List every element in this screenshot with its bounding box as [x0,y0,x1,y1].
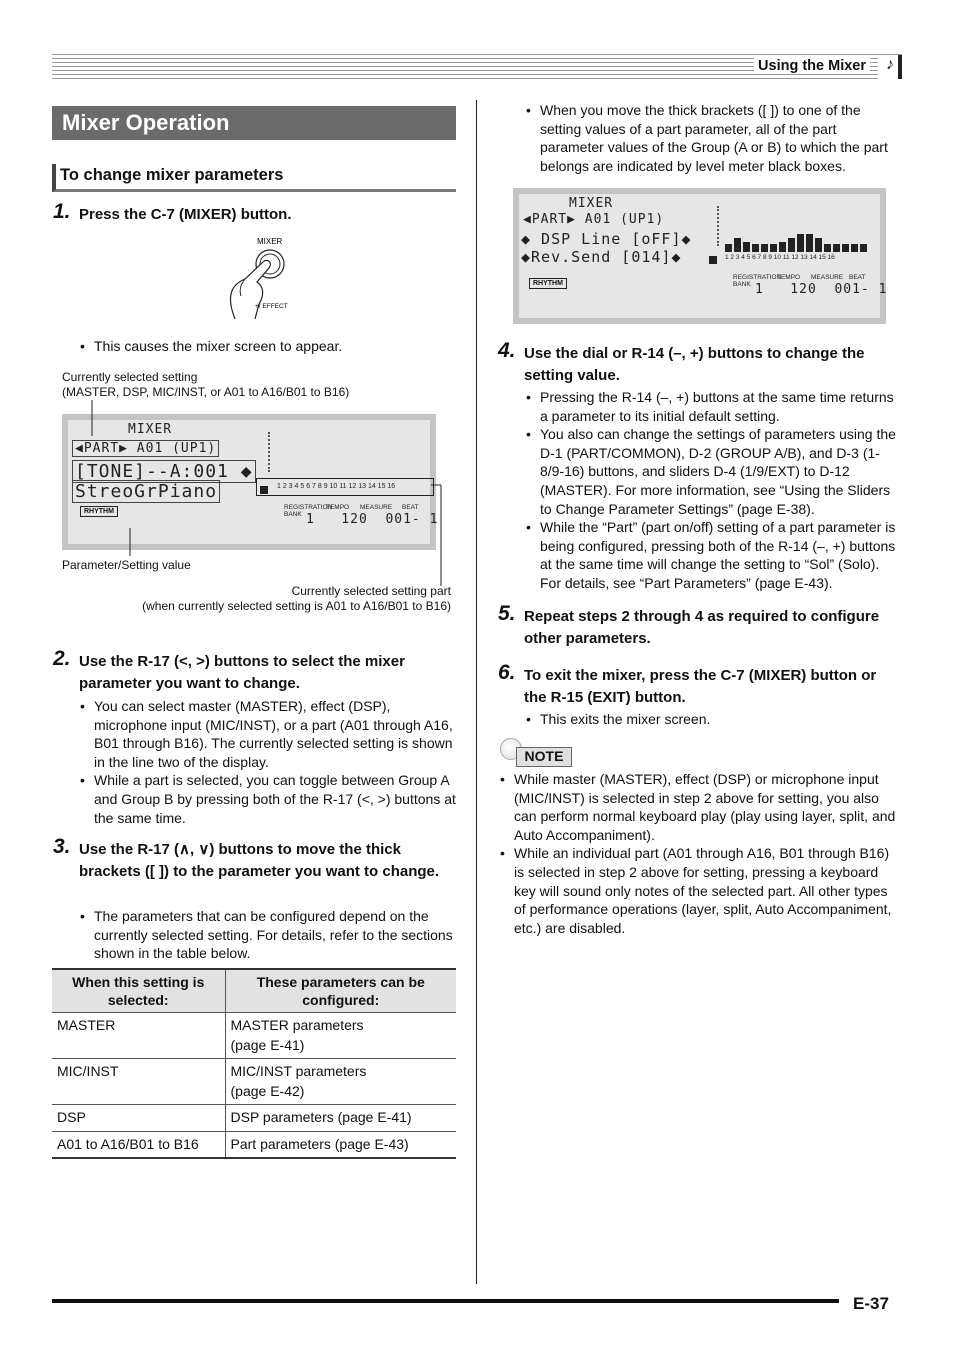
table-row [52,1059,456,1105]
lcd-line-2: ◀PART▶ A01 (UP1) [523,212,665,227]
page-number: E-37 [853,1294,889,1313]
caption-current-setting [62,370,349,400]
step-4 [498,339,902,387]
lcd-line-3: ◆ DSP Line [oFF]◆ [521,230,692,248]
step-1 [53,200,459,226]
beat-label: BEAT [849,274,866,281]
running-header: Using the Mixer [754,58,870,74]
table-row [52,1131,456,1158]
rhythm-tag: RHYTHM [80,506,118,517]
step-number: 6. [498,661,516,684]
step-text: To exit the mixer, press the C-7 (MIXER) button or the R-15 (EXIT) button. [524,667,877,706]
step-number: 4. [498,339,516,362]
step-6-bullets [526,710,902,729]
level-meter-bars [725,232,883,252]
table-header: These parameters can be configured: [225,969,456,1013]
tempo-label: TEMPO [777,274,801,281]
step-number: 5. [498,602,516,625]
right-top-bullets [526,101,902,175]
list-item: • The parameters that can be configured depend on the currently selected setting. For details, refer to the sections shown in the table below. [80,907,458,963]
lcd-values: 1 120 001- 1 [755,282,888,297]
table-header-row [52,969,456,1013]
column-divider [476,100,477,1284]
subsection-title: To change mixer parameters [52,164,456,192]
measure-label: MEASURE [360,504,393,511]
step-text: Use the R-17 (∧, ∨) buttons to move the thick brackets ([ ]) to the parameter you want to change. [79,841,440,880]
table-cell: MASTER parameters (page E-41) [225,1013,456,1059]
table-header: When this setting is selected: [52,969,225,1013]
lcd-line-4: ◆Rev.Send [014]◆ [521,248,682,266]
table-cell: MIC/INST parameters (page E-42) [225,1059,456,1105]
lcd-values: 1 120 001- 1 [306,512,439,527]
group-a-indicator [709,256,717,264]
note-bullets [500,770,902,937]
level-meter [268,432,271,472]
note-label: NOTE [516,747,572,767]
step-1-bullets [80,337,456,356]
table-cell: Part parameters (page E-43) [225,1131,456,1158]
rhythm-tag: RHYTHM [529,278,567,289]
level-meter [717,206,720,246]
list-item: • While an individual part (A01 through A16, B01 through B16) is selected in step 2 above for setting, pressing a keyboard key will sound only notes of the selected part. All other types of performance operations (layer, split, Auto Accompaniment, etc.) are disabled. [500,844,902,937]
measure-label: MEASURE [811,274,844,281]
step-text: Repeat steps 2 through 4 as required to configure other parameters. [524,608,880,647]
step-3 [53,835,459,883]
registration-label: REGISTRATION BANK [284,504,333,518]
table-cell: MIC/INST [52,1059,225,1105]
list-item: • You can select master (MASTER), effect (DSP), microphone input (MIC/INST), or a part (A01 through A16, B01 through B16). The currently selected setting is shown in the line two of the display. [80,697,458,771]
caption-param-value: Parameter/Setting value [62,558,191,572]
group-a-indicator [260,486,268,494]
step-5 [498,602,902,650]
list-item: • While a part is selected, you can toggle between Group A and Group B by pressing both of the R-17 (<, >) buttons at the same time. [80,771,458,827]
list-item: • This causes the mixer screen to appear. [80,337,456,356]
section-title: Mixer Operation [52,106,456,140]
step-4-bullets [526,388,902,593]
lcd-line-4: StreoGrPiano [72,480,220,503]
lcd-display-2 [513,188,886,324]
effect-label: +/ EFFECT [255,303,288,310]
step-text: Use the dial or R-14 (–, +) buttons to change the setting value. [524,345,865,384]
lcd-line-2: ◀PART▶ A01 (UP1) [72,440,219,457]
step-6 [498,661,902,709]
beat-label: BEAT [402,504,419,511]
part-numbers: 1 2 3 4 5 6 7 8 9 10 11 12 13 14 15 16 [256,478,434,496]
step-2-bullets [80,697,458,827]
list-item: • When you move the thick brackets ([ ]) to one of the setting values of a part parameter, all of the part parameter values of the Group (A or B) to which the part belongs are indicated by level meter black boxes. [526,101,902,175]
caption-text: Currently selected setting [62,370,198,384]
step-3-bullets [80,907,458,963]
step-number: 1. [53,200,71,223]
list-item: • This exits the mixer screen. [526,710,902,729]
footer-rule [52,1299,839,1303]
settings-table [52,968,456,1159]
table-cell: MASTER [52,1013,225,1059]
list-item: • Pressing the R-14 (–, +) buttons at the same time returns a parameter to its initial default setting. [526,388,902,425]
table-row [52,1013,456,1059]
step-number: 2. [53,647,71,670]
list-item: • While the “Part” (part on/off) setting of a part parameter is being configured, pressing both of the R-14 (–, +) buttons at the same time will change the setting to “Sol” (Solo). For details, see “Part Parameters” (page E-43). [526,518,902,592]
list-item: • While master (MASTER), effect (DSP) or microphone input (MIC/INST) is selected in step 2 above for setting, you also can perform normal keyboard play (play using layer, split, and Auto Accompaniment). [500,770,902,844]
step-text: Press the C-7 (MIXER) button. [79,206,292,223]
table-cell: DSP [52,1105,225,1132]
lcd-line-1: MIXER [569,196,614,211]
table-cell: A01 to A16/B01 to B16 [52,1131,225,1158]
caption-subtext: (when currently selected setting is A01 to A16/B01 to B16) [142,599,451,613]
step-text: Use the R-17 (<, >) buttons to select the mixer parameter you want to change. [79,653,405,692]
mixer-button-illustration [215,234,305,324]
lcd-line-3: [TONE]--A:001 ◆ [72,460,256,483]
step-2 [53,647,459,695]
step-number: 3. [53,835,71,858]
table-cell: DSP parameters (page E-41) [225,1105,456,1132]
part-numbers: 1 2 3 4 5 6 7 8 9 10 11 12 13 14 15 16 [725,254,835,261]
table-row [52,1105,456,1132]
lcd-display-1 [62,414,439,550]
note-badge [500,744,574,768]
music-note-icon: ♪ [886,56,894,73]
caption-text: Currently selected setting part [291,584,451,598]
lcd-line-1: MIXER [128,422,173,437]
caption-current-part [142,584,451,614]
registration-label: REGISTRATION BANK [733,274,782,288]
caption-subtext: (MASTER, DSP, MIC/INST, or A01 to A16/B01 to B16) [62,385,350,399]
mixer-label: MIXER [257,237,283,246]
list-item: • You also can change the settings of parameters using the D-1 (PART/COMMON), D-2 (GROUP A/B), and D-3 (1-8/9-16) buttons, and sliders D-4 (1/9/EXT) to D-12 (MASTER). For more information, see “Using the Sliders to Change Parameter Settings” (page E-38). [526,425,902,518]
tempo-label: TEMPO [326,504,350,511]
